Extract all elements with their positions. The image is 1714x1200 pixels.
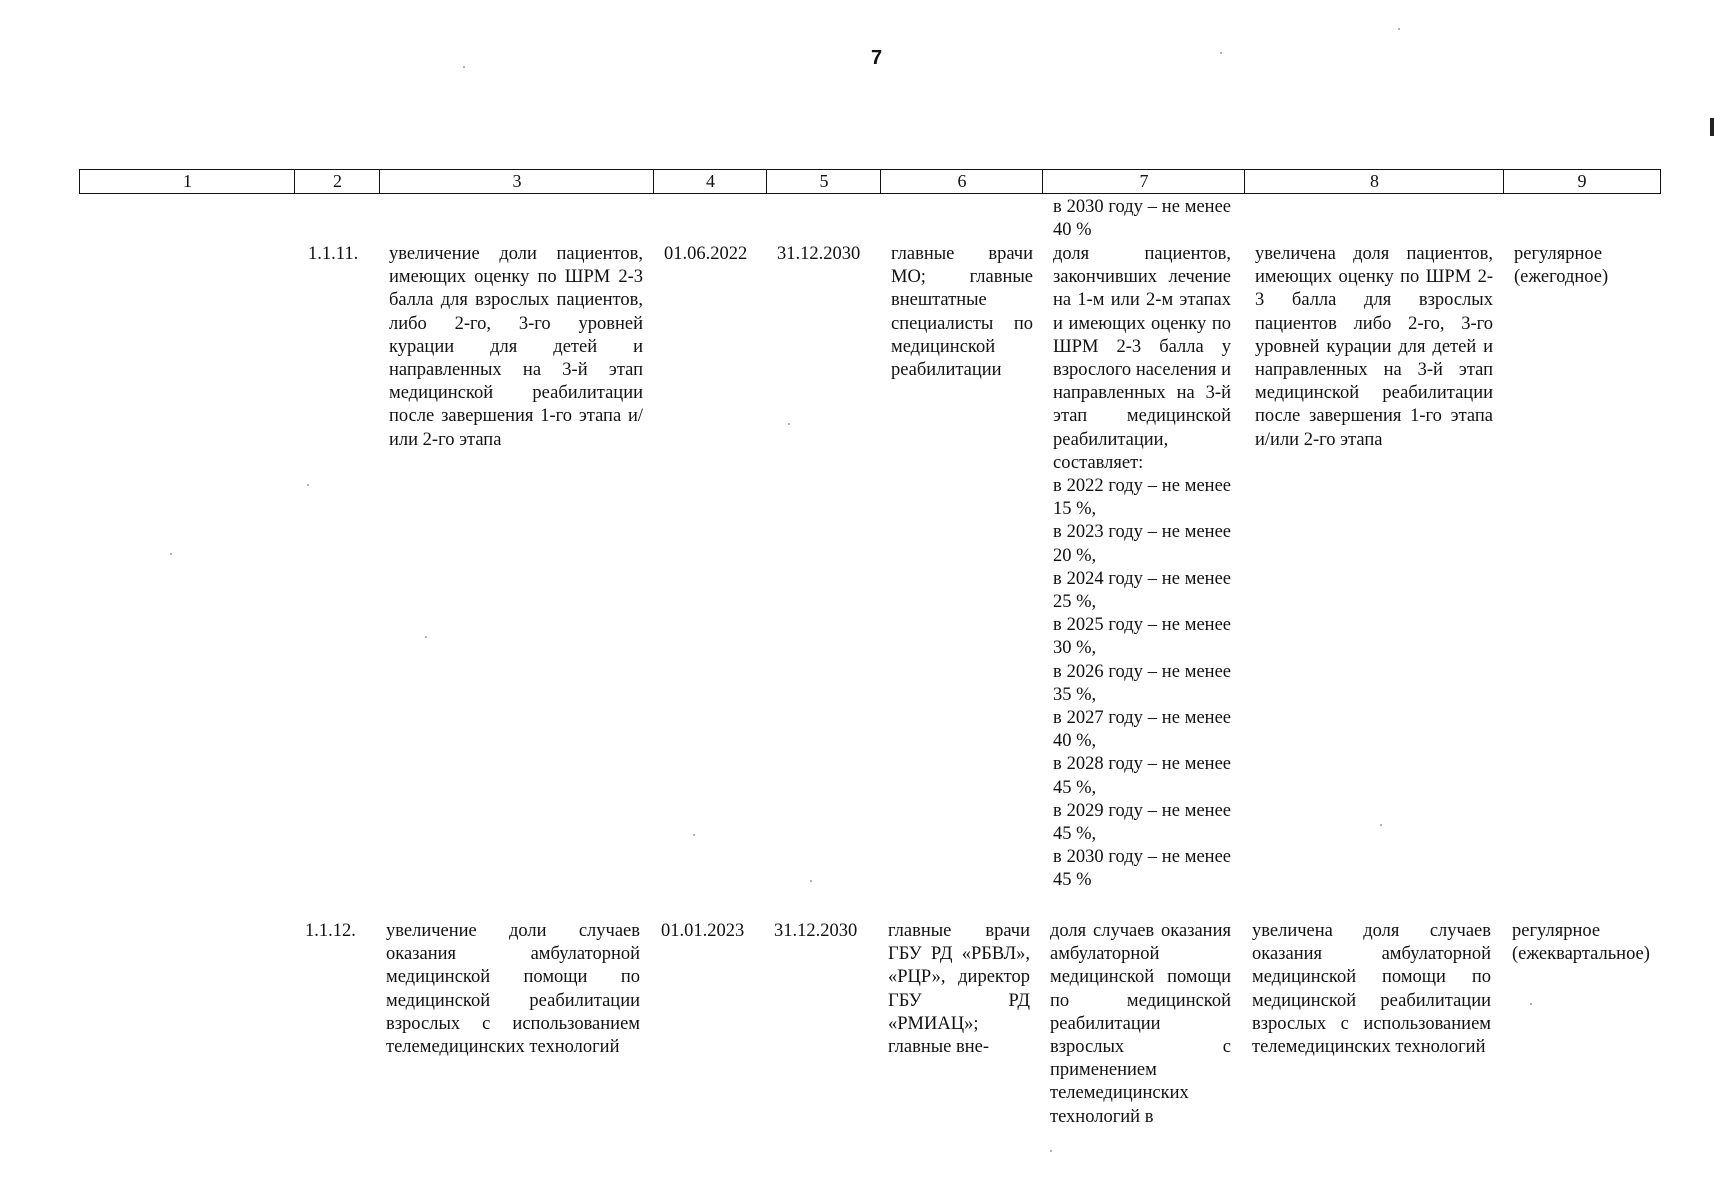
row-number: 1.1.11. (308, 244, 359, 264)
header-cell-1: 1 (79, 169, 295, 194)
scan-speck (463, 66, 465, 68)
header-cell-8: 8 (1244, 169, 1504, 194)
scan-speck (1530, 1003, 1532, 1005)
indicator-year: в 2027 году – не менее 40 %, (1053, 708, 1231, 752)
indicator-year: в 2026 году – не менее 35 %, (1053, 661, 1231, 705)
scan-speck (1380, 824, 1382, 826)
start-date: 01.06.2022 (664, 244, 748, 264)
header-cell-2: 2 (294, 169, 380, 194)
header-cell-7: 7 (1042, 169, 1245, 194)
end-date: 31.12.2030 (777, 244, 861, 264)
header-cell-9: 9 (1503, 169, 1661, 194)
scan-speck (1398, 28, 1400, 30)
indicator-year: в 2030 году – не менее 45 % (1053, 847, 1231, 891)
indicator-year: в 2024 году – не менее 25 %, (1053, 568, 1231, 613)
indicator-cell (1053, 243, 1231, 893)
carryover-indicator: в 2030 году – не менее 40 % (1053, 197, 1231, 241)
scan-speck (693, 834, 695, 836)
end-date: 31.12.2030 (774, 921, 858, 941)
event-text: увеличение доли случаев оказания амбулаторной медицинской помощи по медицинской реабилитации взрослых с использованием телемедицинских технологий (386, 921, 640, 1058)
header-cell-5: 5 (766, 169, 881, 194)
indicator-year: в 2029 году – не менее 45 %, (1053, 800, 1231, 845)
indicator-year: в 2025 году – не менее 30 %, (1053, 615, 1231, 659)
header-cell-3: 3 (379, 169, 654, 194)
page-number: 7 (870, 47, 883, 69)
scan-speck (788, 423, 790, 425)
responsible-text: главные врачи ГБУ РД «РБВЛ», «РЦР», директор ГБУ РД «РМИАЦ»; главные вне- (888, 921, 1030, 1058)
result-text: увеличена доля пациентов, имеющих оценку по ШРМ 2-3 балла для взрослых пациентов либо 2-го, 3-го уровней курации для детей и направленных на 3-й этап медицинской реабилитации после завершения 1-го этапа и/или 2-го этапа (1255, 244, 1493, 450)
row-number: 1.1.12. (305, 921, 356, 941)
scan-speck (425, 636, 427, 638)
indicator-year: в 2028 году – не менее 45 %, (1053, 754, 1231, 798)
periodicity-text: регулярное (ежеквартальное) (1512, 921, 1650, 965)
indicator-year: в 2023 году – не менее 20 %, (1053, 522, 1231, 566)
scan-speck (307, 484, 309, 486)
scan-speck (170, 553, 172, 555)
event-text: увеличение доли пациентов, имеющих оценку по ШРМ 2-3 балла для взрослых пациентов, либо 2-го, 3-го уровней курации для детей и направленных на 3-й этап медицинской реабилитации после завершения 1-го этапа и/или 2-го этапа (389, 244, 643, 450)
indicator-text: доля случаев оказания амбулаторной медицинской помощи по медицинской реабилитации взрослых с применением телемедицинских технологий в (1050, 921, 1231, 1127)
header-cell-4: 4 (653, 169, 767, 194)
start-date: 01.01.2023 (661, 921, 745, 941)
responsible-text: главные врачи МО; главные внештатные специалисты по медицинской реабилитации (891, 244, 1033, 381)
indicator-year: в 2022 году – не менее 15 %, (1053, 476, 1231, 520)
indicator-text: доля пациентов, закончивших лечение на 1-м или 2-м этапах и имеющих оценку по ШРМ 2-3 балла у взрослого населения и направленных на 3-й этап медицинской реабилитации, составляет: (1053, 244, 1231, 473)
result-text: увеличена доля случаев оказания амбулаторной медицинской помощи по медицинской реабилитации взрослых с использованием телемедицинских технологий (1252, 921, 1491, 1058)
periodicity-text: регулярное (ежегодное) (1514, 244, 1609, 288)
scan-speck (810, 880, 812, 882)
scan-speck (1050, 1150, 1052, 1152)
header-cell-6: 6 (880, 169, 1043, 194)
edge-mark (1710, 118, 1714, 136)
scan-speck (1220, 52, 1222, 54)
